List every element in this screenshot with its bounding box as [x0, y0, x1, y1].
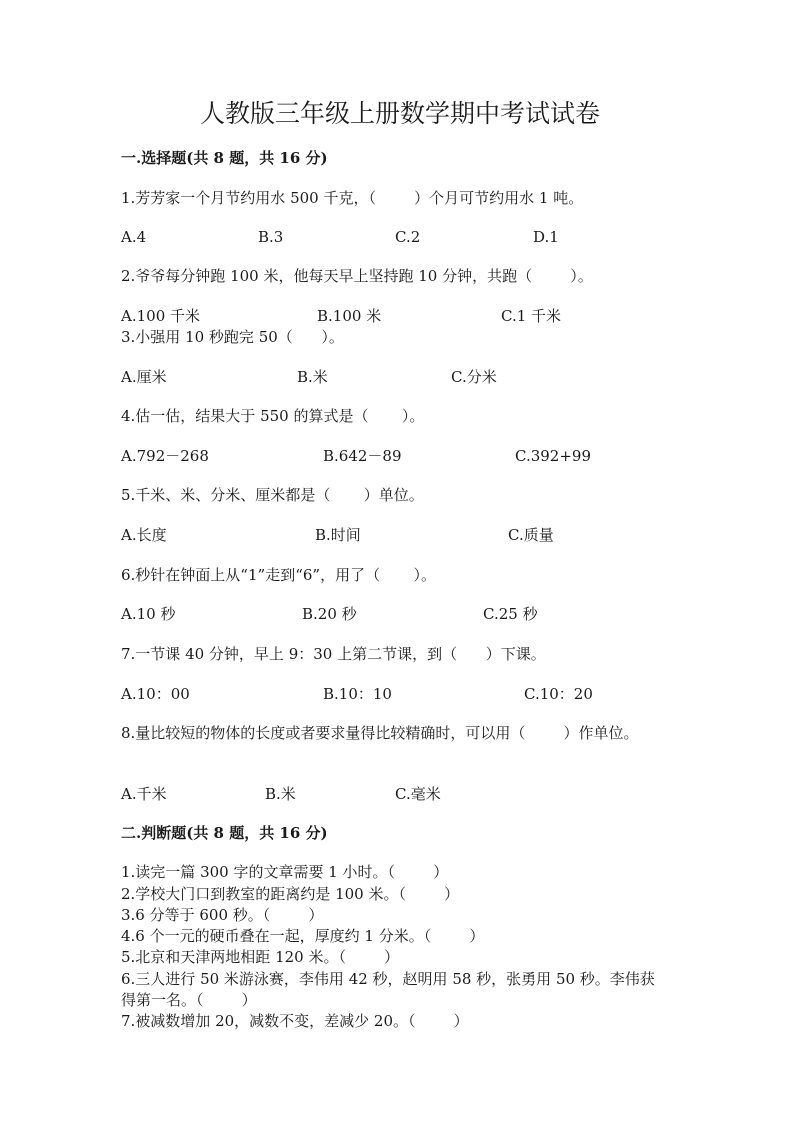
q3-option-a: A.厘米: [121, 368, 167, 386]
q6-option-a: A.10 秒: [121, 605, 176, 623]
section-heading-choice: 一.选择题(共 8 题，共 16 分): [121, 149, 328, 167]
q5-option-b: B.时间: [315, 526, 361, 544]
q1-option-c: C.2: [395, 228, 421, 246]
q2-option-c: C.1 千米: [501, 307, 562, 325]
q3-option-c: C.分米: [451, 368, 497, 386]
judgement-item-1: 1.读完一篇 300 字的文章需要 1 小时。（ ）: [121, 863, 449, 881]
question-3: 3.小强用 10 秒跑完 50（ ）。: [121, 328, 344, 346]
judgement-item-5: 5.北京和天津两地相距 120 米。（ ）: [121, 948, 400, 966]
question-7: 7.一节课 40 分钟，早上 9：30 上第二节课，到（ ）下课。: [121, 645, 546, 663]
question-8: 8.量比较短的物体的长度或者要求量得比较精确时，可以用（ ）作单位。: [121, 724, 639, 742]
q8-option-a: A.千米: [121, 785, 167, 803]
judgement-item-7: 7.被减数增加 20，减数不变，差减少 20。（ ）: [121, 1012, 469, 1030]
q8-option-b: B.米: [265, 785, 296, 803]
question-5: 5.千米、米、分米、厘米都是（ ）单位。: [121, 486, 424, 504]
q7-option-b: B.10：10: [323, 685, 392, 703]
question-6: 6.秒针在钟面上从“1”走到“6”，用了（ ）。: [121, 566, 436, 584]
question-4: 4.估一估，结果大于 550 的算式是（ ）。: [121, 407, 425, 425]
q8-option-c: C.毫米: [395, 785, 441, 803]
q6-option-c: C.25 秒: [483, 605, 538, 623]
q3-option-b: B.米: [297, 368, 328, 386]
question-1: 1.芳芳家一个月节约用水 500 千克，（ ）个月可节约用水 1 吨。: [121, 189, 584, 207]
q2-option-a: A.100 千米: [121, 307, 200, 325]
q2-option-b: B.100 米: [317, 307, 382, 325]
judgement-item-6-continued: 得第一名。（ ）: [121, 991, 257, 1009]
q5-option-c: C.质量: [508, 526, 554, 544]
judgement-item-3: 3.6 分等于 600 秒。（ ）: [121, 906, 324, 924]
q6-option-b: B.20 秒: [302, 605, 357, 623]
q7-option-a: A.10：00: [121, 685, 190, 703]
q4-option-b: B.642－89: [323, 447, 402, 465]
judgement-item-4: 4.6 个一元的硬币叠在一起，厚度约 1 分米。（ ）: [121, 927, 485, 945]
q1-option-a: A.4: [121, 228, 147, 246]
q5-option-a: A.长度: [121, 526, 167, 544]
q1-option-b: B.3: [258, 228, 284, 246]
q4-option-c: C.392+99: [515, 447, 591, 465]
section-heading-judgement: 二.判断题(共 8 题，共 16 分): [121, 824, 328, 842]
judgement-item-2: 2.学校大门口到教室的距离约是 100 米。（ ）: [121, 885, 460, 903]
q7-option-c: C.10：20: [524, 685, 593, 703]
q1-option-d: D.1: [533, 228, 559, 246]
q4-option-a: A.792－268: [121, 447, 209, 465]
judgement-item-6: 6.三人进行 50 米游泳赛，李伟用 42 秒，赵明用 58 秒，张勇用 50 秒。李伟获: [121, 970, 655, 988]
question-2: 2.爷爷每分钟跑 100 米，他每天早上坚持跑 10 分钟，共跑（ ）。: [121, 267, 593, 285]
page-title: 人教版三年级上册数学期中考试试卷: [199, 99, 600, 128]
